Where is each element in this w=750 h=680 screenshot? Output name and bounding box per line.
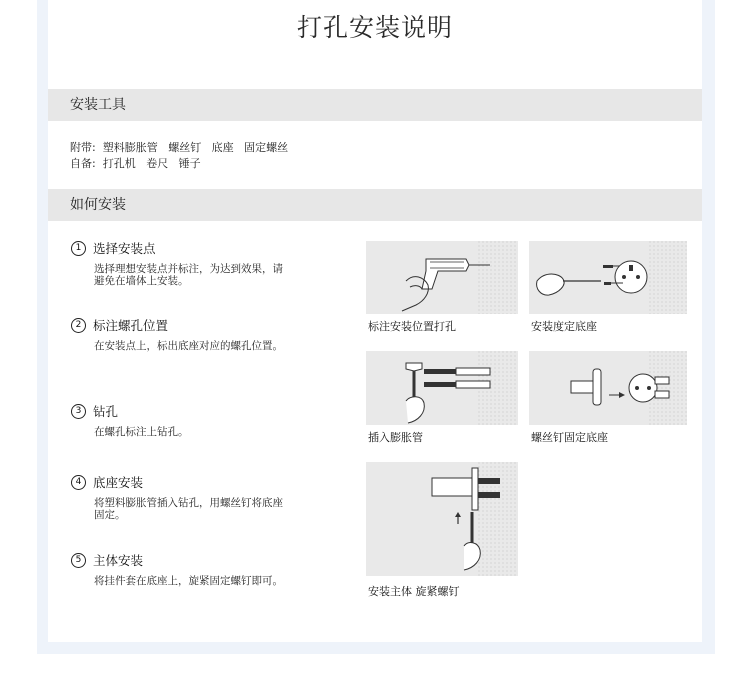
illustration-caption: 安装度定底座: [531, 320, 597, 333]
step-number: 4: [71, 475, 86, 490]
page-title: 打孔安装说明: [296, 13, 453, 42]
step-number: 3: [71, 404, 86, 419]
step-title: 标注螺孔位置: [93, 318, 169, 333]
step-title: 钻孔: [93, 404, 119, 419]
step-2: [70, 316, 310, 352]
step-title: 选择安装点: [93, 241, 156, 256]
screwdriver-base-illustration: [529, 241, 687, 314]
self-prepared-tools: 自备: 打孔机 卷尺 锤子: [70, 157, 201, 170]
included-tools: 附带: 塑料膨胀管 螺丝钉 底座 固定螺丝: [70, 141, 289, 154]
hammer-anchor-illustration: [366, 351, 518, 425]
step-description: 在螺孔标注上钻孔。: [94, 426, 189, 438]
step-number: 5: [71, 553, 86, 568]
howto-section-header: 如何安装: [48, 189, 702, 221]
step-description: 在安装点上，标出底座对应的螺孔位置。: [94, 340, 283, 352]
step-description: 将挂件套在底座上，旋紧固定螺钉即可。: [94, 575, 283, 587]
step-description: 将塑料膨胀管插入钻孔，用螺丝钉将底座固定。: [94, 497, 283, 521]
instruction-card: [48, 0, 702, 642]
step-title: 主体安装: [93, 553, 144, 568]
step-1: [70, 239, 310, 287]
illustration-caption: 标注安装位置打孔: [368, 320, 456, 333]
step-description: 选择理想安装点并标注，为达到效果，请避免在墙体上安装。: [94, 263, 283, 287]
illustration-caption: 螺丝钉固定底座: [531, 431, 608, 444]
illustration-caption: 插入膨胀管: [368, 431, 423, 444]
step-number: 1: [71, 241, 86, 256]
mount-body-illustration: [366, 462, 518, 576]
step-4: [70, 473, 310, 521]
step-title: 底座安装: [93, 475, 144, 490]
step-5: [70, 551, 310, 587]
step-number: 2: [71, 318, 86, 333]
drill-illustration: [366, 241, 518, 314]
step-3: [70, 402, 310, 438]
tools-section-header: 安装工具: [48, 89, 702, 121]
illustration-caption: 安装主体 旋紧螺钉: [368, 585, 460, 598]
base-screw-illustration: [529, 351, 687, 425]
